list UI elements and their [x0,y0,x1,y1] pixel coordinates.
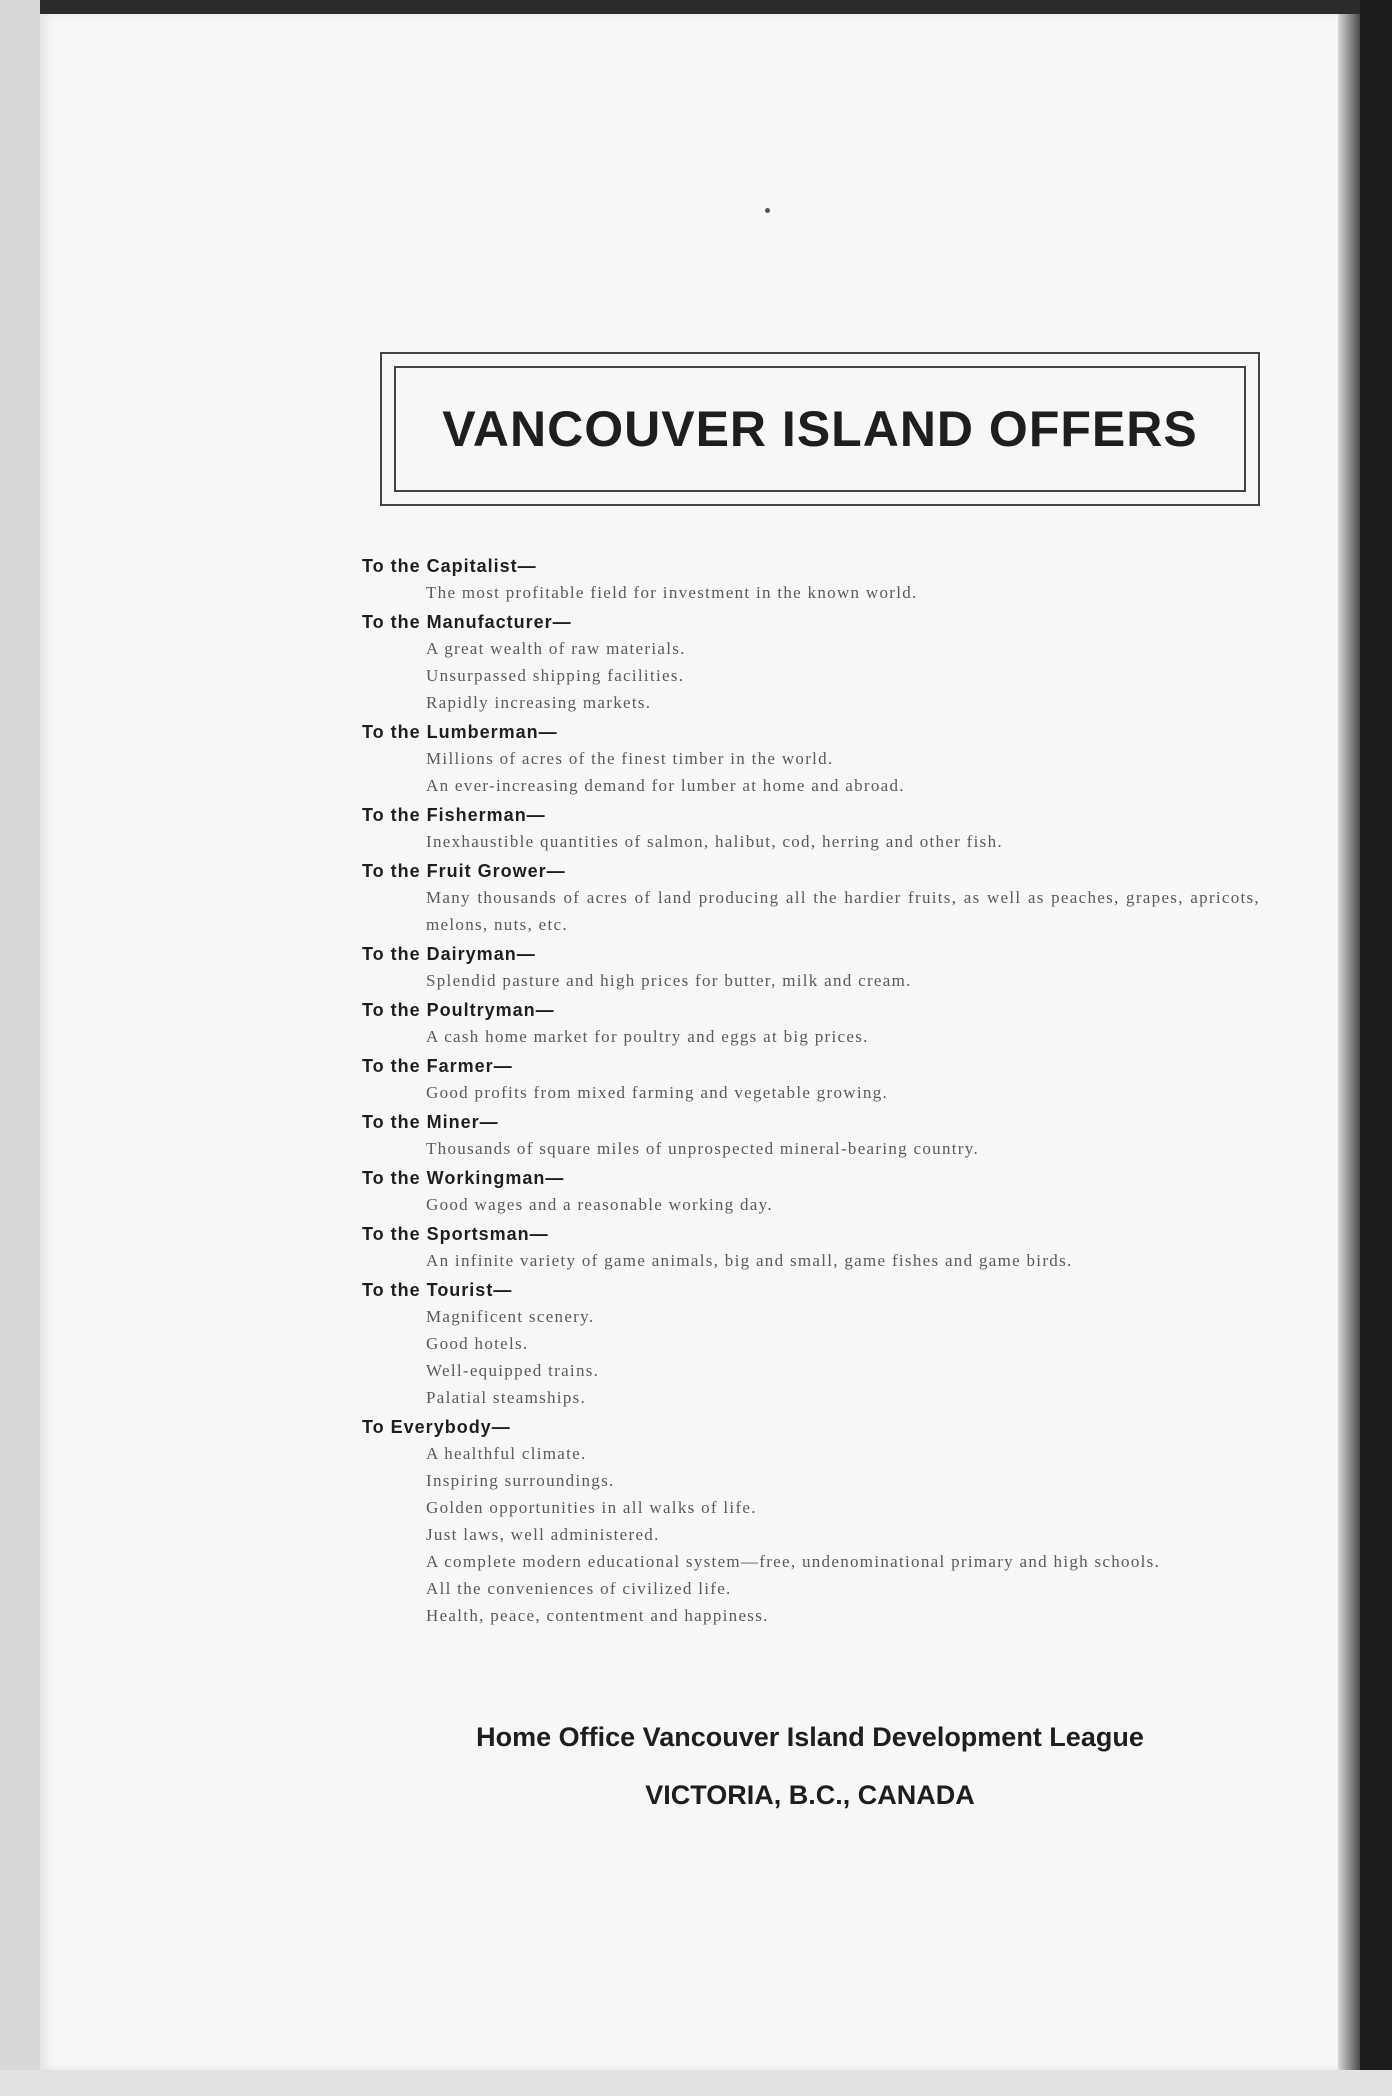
section-heading: To the Dairyman— [362,944,536,964]
home-office-line: Home Office Vancouver Island Development League [476,1722,1144,1752]
offer-line: Thousands of square miles of unprospected mineral-bearing country. [426,1139,980,1158]
offer-line: Well-equipped trains. [426,1361,600,1380]
offer-line: Rapidly increasing markets. [426,693,652,712]
section-heading: To the Workingman— [362,1168,565,1188]
offer-line: Inspiring surroundings. [426,1471,615,1490]
offer-line: All the conveniences of civilized life. [426,1579,732,1598]
section-heading: To the Farmer— [362,1056,513,1076]
section-heading: To the Lumberman— [362,722,558,742]
ink-speck [765,208,770,213]
section-heading: To the Capitalist— [362,556,537,576]
offer-line: A cash home market for poultry and eggs at big prices. [426,1027,869,1046]
section-heading: To the Poultryman— [362,1000,555,1020]
offer-line: Golden opportunities in all walks of life. [426,1498,757,1517]
offer-line: The most profitable field for investment in the known world. [426,583,918,602]
section-heading: To the Miner— [362,1112,499,1132]
page-title: VANCOUVER ISLAND OFFERS [442,401,1198,457]
offer-line: Millions of acres of the finest timber in the world. [426,749,834,768]
offer-line: A great wealth of raw materials. [426,639,686,658]
section-heading: To Everybody— [362,1417,511,1437]
offer-line: Splendid pasture and high prices for butter, milk and cream. [426,971,912,990]
scan-top-edge [0,0,1392,14]
scan-left-margin [0,0,40,2096]
title-inner-frame [394,366,1246,492]
scan-bottom-edge [0,2070,1392,2096]
offer-line: An ever-increasing demand for lumber at home and abroad. [426,776,905,795]
title-frame [380,352,1260,506]
offer-line: A healthful climate. [426,1444,587,1463]
offer-line: Unsurpassed shipping facilities. [426,666,685,685]
city-line: VICTORIA, B.C., CANADA [645,1780,975,1810]
offer-line: A complete modern educational system—free, undenominational primary and high schools. [426,1552,1161,1571]
section-heading: To the Tourist— [362,1280,513,1300]
offer-line: Magnificent scenery. [426,1307,595,1326]
section-heading: To the Fisherman— [362,805,546,825]
section-heading: To the Manufacturer— [362,612,572,632]
offer-line: An infinite variety of game animals, big and small, game fishes and game birds. [426,1251,1073,1270]
offer-line: Good profits from mixed farming and vegetable growing. [426,1083,889,1102]
section-heading: To the Sportsman— [362,1224,549,1244]
offer-line: Health, peace, contentment and happiness. [426,1606,769,1625]
document-page [40,14,1360,2070]
offer-line: Palatial steamships. [426,1388,587,1407]
offer-line: Many thousands of acres of land producing all the hardier fruits, as well as peaches, grapes, apricots, melons, nuts, etc. [426,888,1260,934]
section-heading: To the Fruit Grower— [362,861,566,881]
scan-right-edge [1360,0,1392,2096]
offer-line: Inexhaustible quantities of salmon, halibut, cod, herring and other fish. [426,832,1003,851]
offers-list [362,550,1262,1629]
offer-line: Just laws, well administered. [426,1525,660,1544]
offer-line: Good wages and a reasonable working day. [426,1195,773,1214]
offer-line: Good hotels. [426,1334,529,1353]
